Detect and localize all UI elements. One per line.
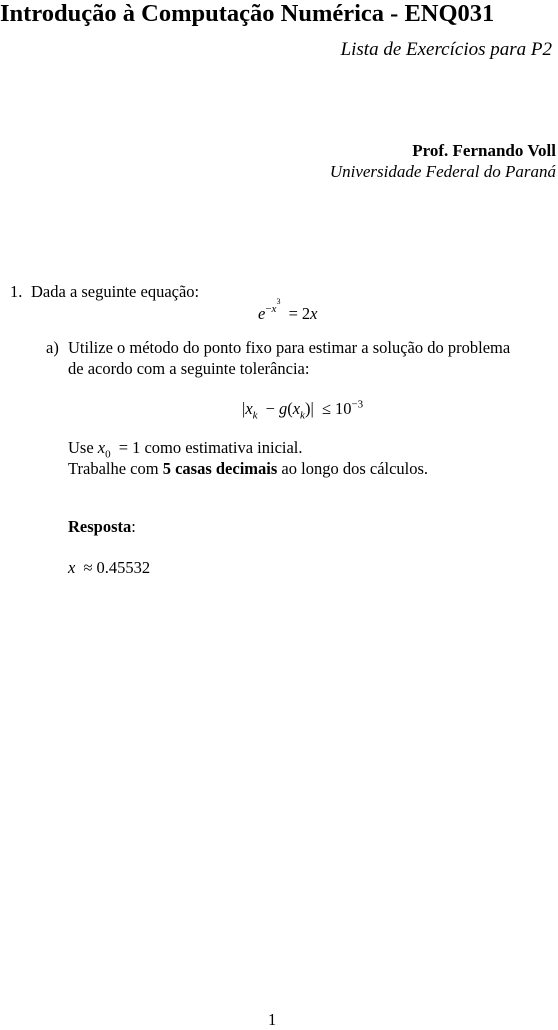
document-subtitle: Lista de Exercícios para P2: [340, 39, 552, 60]
main-equation: [258, 297, 318, 325]
answer-label-line: [68, 516, 136, 537]
tolerance-equation: [242, 398, 363, 420]
initial-sub: 0: [105, 448, 111, 461]
tol-exponent: −3: [351, 398, 364, 411]
tol-base: 10: [334, 399, 352, 418]
equation-exp-var: x: [271, 303, 277, 315]
initial-prefix: Use: [68, 438, 94, 457]
decimals-line: [68, 458, 428, 479]
item-text-line2: de acordo com a seguinte tolerância:: [68, 359, 310, 378]
equation-rhs: 2x: [301, 304, 318, 323]
answer-colon: :: [131, 517, 136, 536]
decimals-suffix: ao longo dos cálculos.: [281, 459, 429, 478]
exercise-intro: Dada a seguinte equação:: [31, 282, 200, 301]
decimals-bold: 5 casas decimais: [162, 459, 278, 478]
tol-gx-sub: k: [300, 409, 305, 422]
author-institution: Universidade Federal do Paraná: [329, 162, 556, 181]
author-name: Prof. Fernando Voll: [412, 141, 556, 160]
page-number: 1: [268, 1010, 277, 1029]
tol-x-sub: k: [252, 409, 258, 422]
tol-x: x: [245, 399, 253, 418]
tol-bar-right: |: [310, 399, 314, 418]
item-text-line1: Utilize o método do ponto fixo para estimar a solução do problema: [68, 338, 511, 357]
tol-paren-open: (: [287, 399, 293, 418]
initial-value: 1: [132, 438, 141, 457]
answer-relation: ≈: [83, 558, 93, 577]
exercise-number: 1.: [10, 282, 23, 301]
equation-relation: =: [288, 304, 298, 323]
tol-g: g: [278, 399, 288, 418]
decimals-prefix: Trabalhe com: [68, 459, 159, 478]
tol-gx: x: [292, 399, 301, 418]
document-title: Introdução à Computação Numérica - ENQ031: [0, 0, 495, 27]
equation-base: e: [258, 304, 266, 323]
item-label: a): [46, 338, 59, 357]
answer-value: 0.45532: [96, 558, 151, 577]
tol-minus: −: [265, 399, 275, 418]
tol-paren-close: ): [304, 399, 311, 418]
answer-var: x: [68, 558, 76, 577]
equation-exp-power: 3: [276, 297, 281, 306]
answer-label: Resposta: [68, 517, 132, 536]
initial-relation: =: [118, 438, 129, 457]
answer-value-line: [68, 557, 150, 578]
initial-var: x: [97, 438, 106, 457]
equation-exp-sign: −: [265, 303, 272, 315]
tol-bar-left: |: [242, 399, 246, 418]
initial-suffix: como estimativa inicial.: [144, 438, 303, 457]
tol-relation: ≤: [321, 399, 331, 418]
initial-estimate-line: [68, 437, 303, 461]
